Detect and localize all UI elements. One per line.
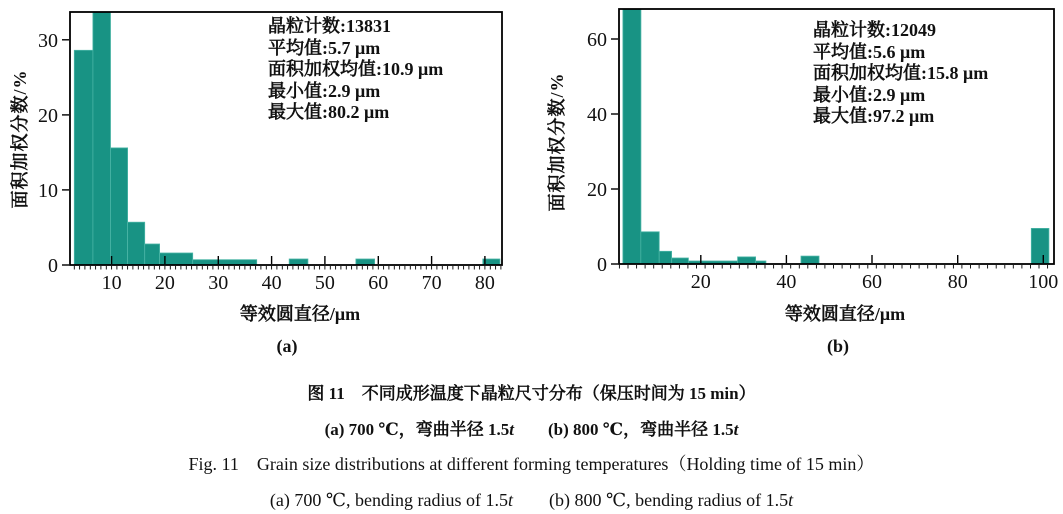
y-tick-label: 10 [38,179,58,202]
y-tick-label: 40 [587,104,607,126]
caption-cn-sub-italic-t1: t [509,420,515,439]
histogram-bar [128,222,145,265]
stat-grain-count: 晶粒计数:13831 [268,16,391,36]
x-tick-label: 10 [101,272,122,294]
caption-en-sub-italic-t2: t [788,490,794,510]
chart-a-x-axis-label: 等效圆直径/μm [239,304,361,324]
stat-mean: 平均值:5.7 μm [268,37,381,58]
x-tick-label: 50 [314,272,335,294]
panel-label-b: (b) [827,336,849,356]
histogram-bar [93,12,111,265]
stat-min: 最小值:2.9 μm [813,84,926,105]
histogram-bar [74,50,93,265]
caption-cn-sub-part-a: (a) 700 ℃，弯曲半径 1.5 [324,420,510,439]
x-tick-label: 30 [208,272,229,294]
histogram-bar [659,251,671,264]
y-tick-label: 30 [38,29,58,52]
x-tick-label: 60 [368,272,389,294]
caption-cn-sub-part-b: (b) 800 ℃，弯曲半径 1.5 [514,420,734,439]
stat-area-weighted-mean: 面积加权均值:15.8 μm [813,63,989,83]
chart-b-x-axis-label: 等效圆直径/μm [784,304,906,324]
stat-mean: 平均值:5.6 μm [813,41,926,62]
stat-max: 最大值:97.2 μm [813,106,935,126]
x-tick-label: 40 [776,271,797,293]
figure-caption-english-subtitle [0,486,1063,512]
histogram-bar [738,257,756,264]
figure-caption-chinese-subtitle [0,415,1063,440]
y-tick-label: 60 [587,29,607,51]
panel-label-a: (a) [276,336,298,356]
figure-caption-chinese-title: 图 11 不同成形温度下晶粒尺寸分布（保压时间为 15 min） [307,384,756,403]
histogram-bar [145,244,160,265]
chart-b-y-axis-label: 面积加权分数/% [547,72,567,212]
x-tick-label: 20 [690,271,711,293]
y-tick-label: 0 [597,254,607,276]
histogram-bar [1031,228,1049,264]
caption-en-sub-part-a: (a) 700 ℃, bending radius of 1.5 [269,490,508,510]
x-tick-label: 80 [947,271,968,293]
x-tick-label: 40 [261,272,282,294]
x-tick-label: 80 [474,272,495,294]
caption-en-sub-italic-t1: t [507,490,513,510]
stat-grain-count: 晶粒计数:12049 [813,20,936,40]
x-tick-label: 100 [1028,271,1059,293]
y-tick-label: 0 [48,255,58,277]
histogram-bar [801,256,819,264]
stat-min: 最小值:2.9 μm [268,80,381,101]
x-tick-label: 70 [421,272,442,294]
chart-a-stats-annotation [268,16,443,124]
caption-cn-sub-italic-t2: t [733,420,739,439]
chart-b-stats-annotation [813,20,988,128]
stat-area-weighted-mean: 面积加权均值:10.9 μm [268,59,444,79]
stat-max: 最大值:80.2 μm [268,102,390,122]
figure-caption-english-title: Fig. 11 Grain size distributions at different forming temperatures（Holding time of 15 min） [188,454,875,474]
histogram-bar [111,148,128,265]
x-tick-label: 20 [154,272,175,294]
y-tick-label: 20 [38,104,58,127]
x-tick-label: 60 [862,271,882,293]
y-tick-label: 20 [587,179,607,201]
caption-en-sub-part-b: (b) 800 ℃, bending radius of 1.5 [512,490,789,510]
histogram-bar [641,232,659,264]
chart-a-y-axis-label: 面积加权分数/% [10,69,30,209]
histogram-bar [623,9,641,264]
